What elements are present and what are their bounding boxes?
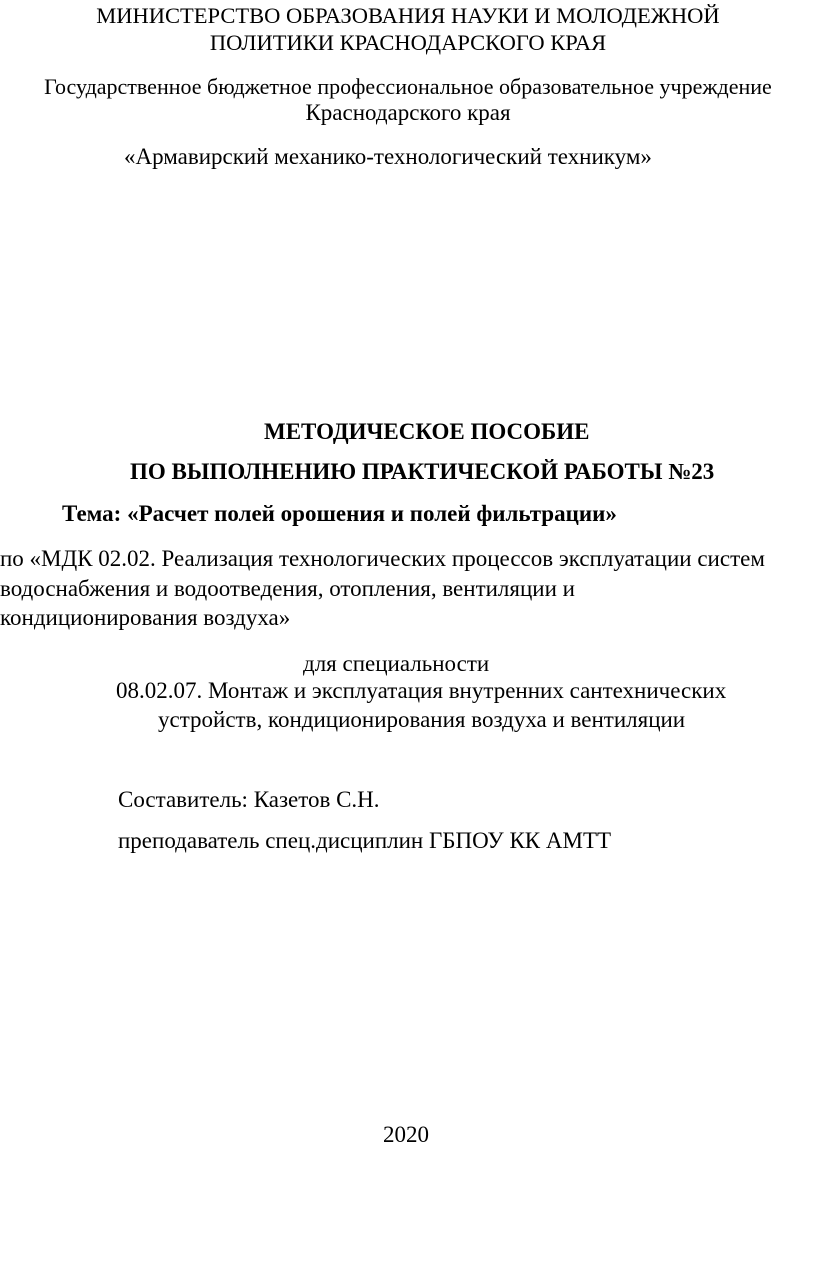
compiler-position: преподаватель спец.дисциплин ГБПОУ КК АМТТ xyxy=(118,828,612,853)
specialty-label: для специальности xyxy=(303,651,490,676)
institution-line-1: Государственное бюджетное профессиональное образовательное учреждение xyxy=(44,74,772,99)
institution-line-2: Краснодарского края xyxy=(305,100,511,125)
specialty-line-2: устройств, кондиционирования воздуха и вентиляции xyxy=(158,707,686,732)
course-line-3: кондиционирования воздуха» xyxy=(0,605,291,630)
topic-title: Тема: «Расчет полей орошения и полей фильтрации» xyxy=(62,501,617,526)
year: 2020 xyxy=(383,1122,429,1147)
specialty-line-1: 08.02.07. Монтаж и эксплуатация внутренних сантехнических xyxy=(116,678,727,703)
course-line-2: водоснабжения и водоотведения, отопления, вентиляции и xyxy=(0,576,575,601)
document-title-line-1: МЕТОДИЧЕСКОЕ ПОСОБИЕ xyxy=(264,419,590,444)
document-title-line-2: ПО ВЫПОЛНЕНИЮ ПРАКТИЧЕСКОЙ РАБОТЫ №23 xyxy=(130,459,715,484)
college-name: «Армавирский механико-технологический техникум» xyxy=(124,144,652,169)
course-line-1: по «МДК 02.02. Реализация технологических процессов эксплуатации систем xyxy=(0,546,765,571)
ministry-line-2: ПОЛИТИКИ КРАСНОДАРСКОГО КРАЯ xyxy=(209,30,607,55)
compiler: Составитель: Казетов С.Н. xyxy=(118,787,380,812)
ministry-line-1: МИНИСТЕРСТВО ОБРАЗОВАНИЯ НАУКИ И МОЛОДЕЖНОЙ xyxy=(96,3,720,28)
